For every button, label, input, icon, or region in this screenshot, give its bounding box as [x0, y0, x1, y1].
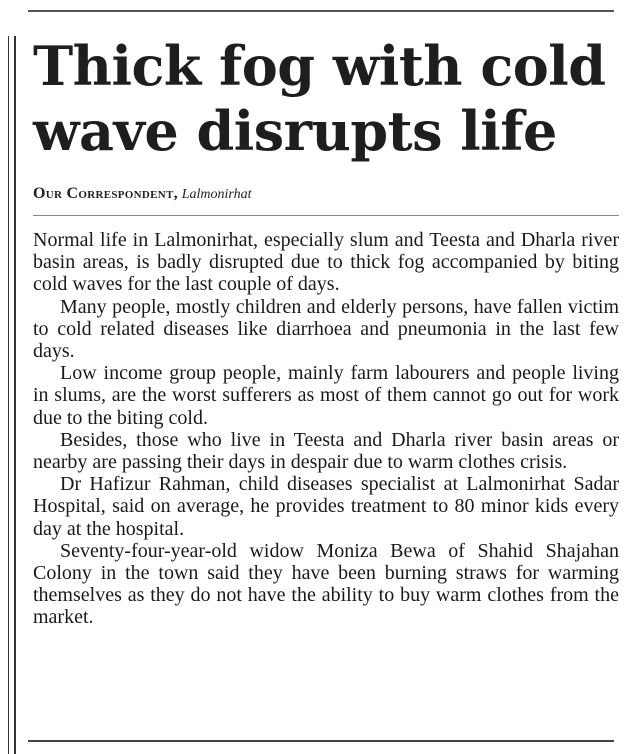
- article-paragraph: Besides, those who live in Teesta and Dharla river basin areas or nearby are passing their days in despair due to warm clothes crisis.: [33, 428, 619, 474]
- article-paragraph: Low income group people, mainly farm labourers and people living in slums, are the worst sufferers as most of them cannot go out for work due to the biting cold.: [33, 362, 619, 429]
- left-column-rule-thin: [8, 36, 9, 754]
- top-column-rule: [28, 10, 614, 12]
- byline-divider: [33, 215, 619, 216]
- byline-location: Lalmonirhat: [181, 187, 252, 202]
- byline-correspondent: Our Correspondent,: [33, 185, 178, 202]
- article-paragraph: Many people, mostly children and elderly persons, have fallen victim to cold related diseases like diarrhoea and pneumonia in the last few days.: [33, 295, 619, 363]
- article-paragraph: Dr Hafizur Rahman, child diseases specialist at Lalmonirhat Sadar Hospital, said on average, he provides treatment to 80 minor kids every day at the hospital.: [33, 473, 619, 540]
- article-body: [33, 229, 619, 629]
- bottom-column-rule: [28, 740, 614, 742]
- article-paragraph: Normal life in Lalmonirhat, especially slum and Teesta and Dharla river basin areas, is badly disrupted due to thick fog accompanied by biting cold waves for the last couple of days.: [33, 229, 619, 296]
- article-paragraph: Seventy-four-year-old widow Moniza Bewa of Shahid Shajahan Colony in the town said they have been burning straws for warming themselves as they do not have the ability to buy warm clothes from the market.: [33, 539, 619, 629]
- left-column-rule-thick: [14, 36, 16, 754]
- headline: Thick fog with cold wave disrupts life: [33, 34, 606, 163]
- byline: [33, 184, 251, 205]
